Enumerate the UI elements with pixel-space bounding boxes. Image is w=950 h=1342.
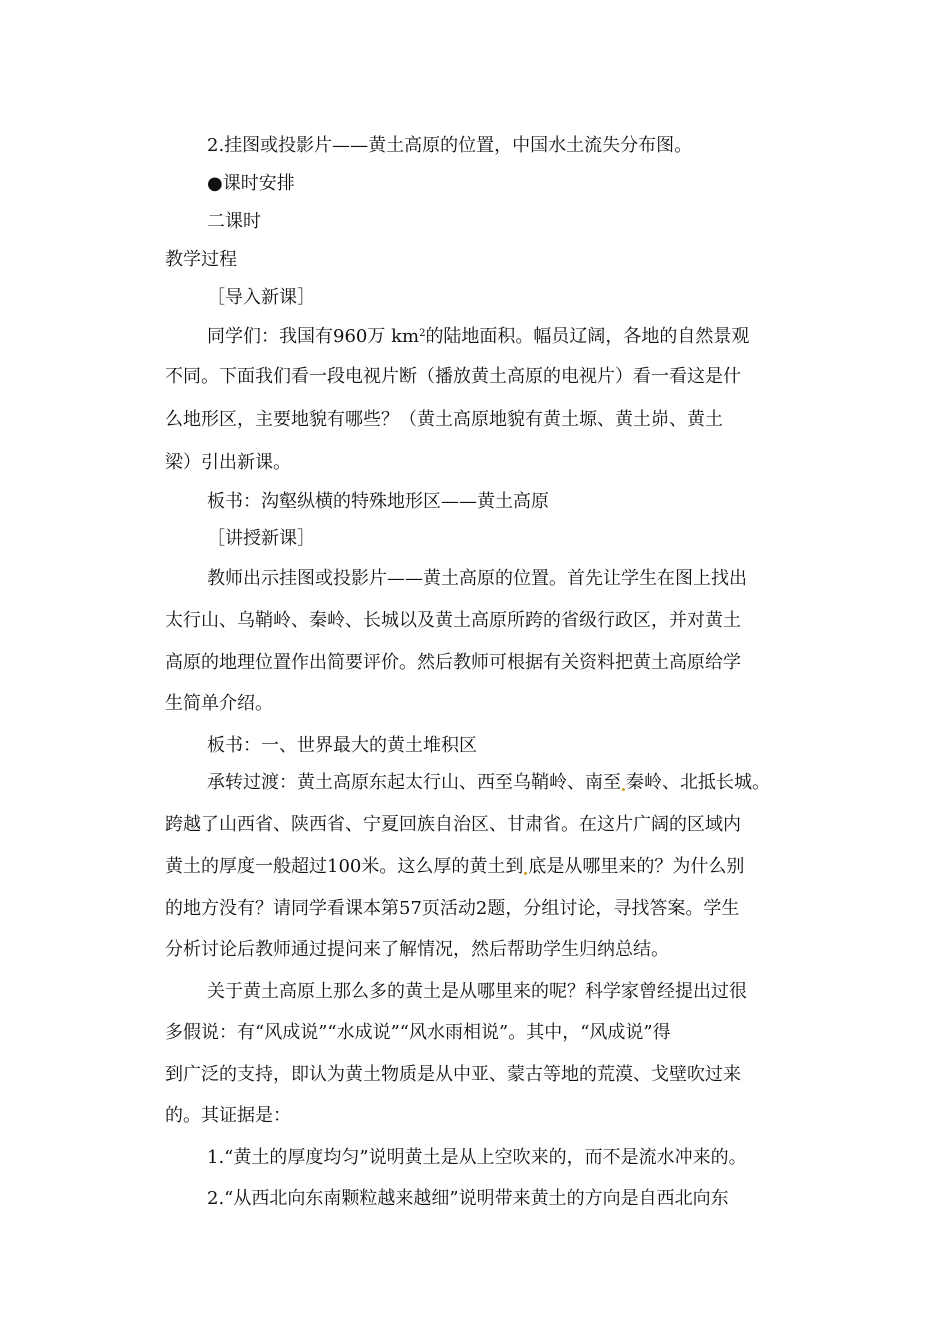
heading-new-lesson: ［讲授新课］ — [207, 528, 315, 549]
paragraph-transition-line-3 — [165, 855, 744, 879]
transition-text-d: 底是从哪里来的？为什么别 — [528, 856, 745, 877]
paragraph-teacher-line-1: 教师出示挂图或投影片——黄土高原的位置。首先让学生在图上找出 — [207, 568, 747, 589]
transition-text-c: 黄土的厚度一般超过100米。这么厚的黄土到 — [165, 856, 524, 877]
paragraph-teacher-line-3: 高原的地理位置作出简要评价。然后教师可根据有关资料把黄土高原给学 — [165, 652, 741, 673]
paragraph-teacher-line-4: 生简单介绍。 — [165, 693, 273, 714]
paragraph-origin-line-4: 的。其证据是： — [165, 1105, 291, 1126]
paragraph-teacher-line-2: 太行山、乌鞘岭、秦岭、长城以及黄土高原所跨的省级行政区，并对黄土 — [165, 610, 741, 631]
intro-text-a: 同学们：我国有960万 km — [207, 326, 420, 347]
paragraph-intro-line-1 — [207, 325, 749, 349]
evidence-item-1: 1.“黄土的厚度均匀”说明黄土是从上空吹来的，而不是流水冲来的。 — [207, 1147, 747, 1168]
paragraph-origin-line-1: 关于黄土高原上那么多的黄土是从哪里来的呢？科学家曾经提出过很 — [207, 981, 747, 1002]
marker-dot — [524, 872, 527, 875]
transition-text-b: 秦岭、北抵长城。 — [626, 772, 770, 793]
evidence-item-2: 2.“从西北向东南颗粒越来越细”说明带来黄土的方向是自西北向东 — [207, 1188, 729, 1209]
heading-teaching-process: 教学过程 — [165, 249, 237, 270]
paragraph-intro-line-4: 梁）引出新课。 — [165, 452, 291, 473]
paragraph-transition-line-5: 分析讨论后教师通过提问来了解情况，然后帮助学生归纳总结。 — [165, 939, 669, 960]
paragraph-transition-line-1 — [207, 771, 770, 795]
paragraph-intro-line-2: 不同。下面我们看一段电视片断（播放黄土高原的电视片）看一看这是什 — [165, 366, 741, 387]
board-title: 板书：沟壑纵横的特殊地形区——黄土高原 — [207, 491, 549, 512]
paragraph-transition-line-2: 跨越了山西省、陕西省、宁夏回族自治区、甘肃省。在这片广阔的区域内 — [165, 814, 741, 835]
superscript: 2 — [419, 328, 426, 339]
paragraph-transition-line-4: 的地方没有？请同学看课本第57页活动2题，分组讨论，寻找答案。学生 — [165, 898, 740, 919]
heading-intro: ［导入新课］ — [207, 287, 315, 308]
line-two-periods: 二课时 — [207, 211, 261, 232]
board-section-one: 板书：一、世界最大的黄土堆积区 — [207, 735, 477, 756]
paragraph-origin-line-3: 到广泛的支持，即认为黄土物质是从中亚、蒙古等地的荒漠、戈壁吹过来 — [165, 1064, 741, 1085]
marker-dot — [622, 788, 625, 791]
paragraph-origin-line-2: 多假说：有“风成说”“水成说”“风水雨相说”。其中，“风成说”得 — [165, 1022, 671, 1043]
paragraph-intro-line-3: 么地形区，主要地貌有哪些？（黄土高原地貌有黄土塬、黄土峁、黄土 — [165, 409, 723, 430]
intro-text-b: 的陆地面积。幅员辽阔，各地的自然景观 — [425, 326, 750, 347]
transition-text-a: 承转过渡：黄土高原东起太行山、西至乌鞘岭、南至 — [207, 772, 621, 793]
line-teaching-aids: 2.挂图或投影片——黄土高原的位置，中国水土流失分布图。 — [207, 135, 693, 156]
heading-schedule: ●课时安排 — [207, 173, 295, 194]
